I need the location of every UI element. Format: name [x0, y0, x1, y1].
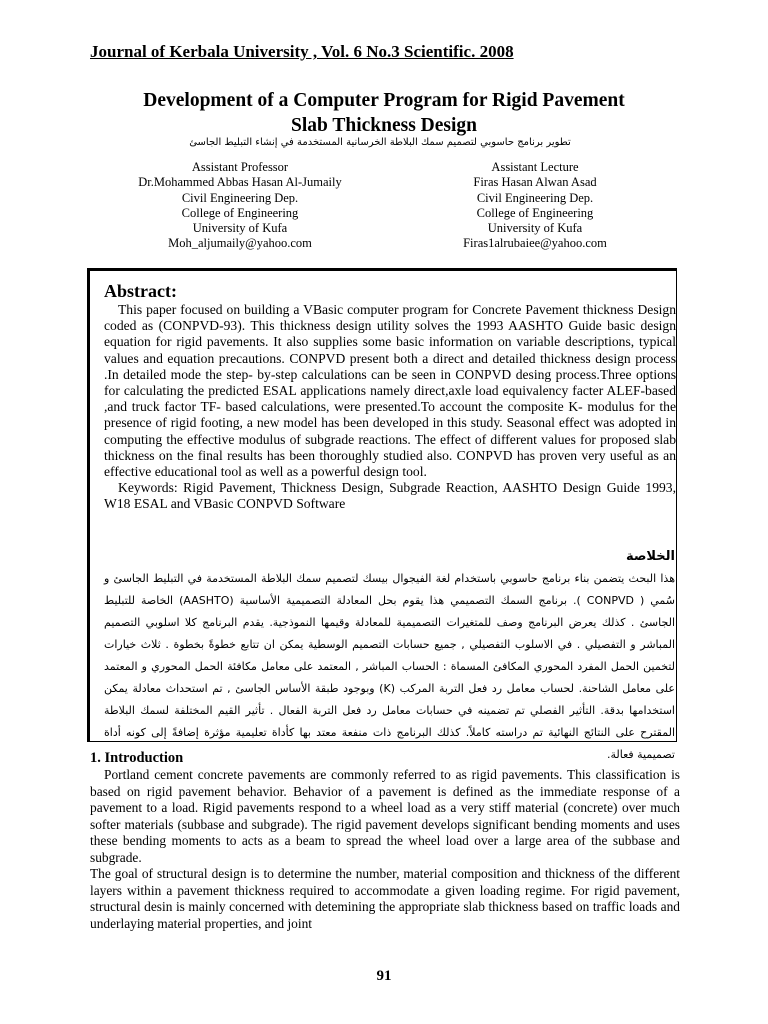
author-department: Civil Engineering Dep.: [476, 190, 594, 205]
page-number: 91: [376, 968, 392, 984]
introduction-paragraph-2: The goal of structural design is to determine the number, material composition and thickness of the different layers within a pavement thickness required to accommodate a given loading regime. For rigid pavement, structural desin is mainly concerned with detemining the appropriate slab thickness based on traffic loads and underlaying material properties, and joint: [90, 866, 680, 931]
author-college: College of Engineering: [476, 205, 594, 220]
author-college: College of Engineering: [181, 205, 299, 220]
introduction-heading: 1. Introduction: [90, 750, 184, 766]
journal-header: Journal of Kerbala University , Vol. 6 No.3 Scientific. 2008: [90, 42, 514, 61]
arabic-abstract-heading: الخلاصة: [625, 549, 675, 564]
author-name: Firas Hasan Alwan Asad: [473, 175, 597, 190]
author-university: University of Kufa: [487, 221, 583, 236]
author-department: Civil Engineering Dep.: [181, 190, 299, 205]
author-block-1: [100, 160, 380, 252]
paper-title: [80, 88, 688, 138]
title-line-1: Development of a Computer Program for Rigid Pavement: [143, 90, 625, 111]
author-name: Dr.Mohammed Abbas Hasan Al-Jumaily: [138, 175, 342, 190]
author-email: Firas1alrubaiee@yahoo.com: [463, 236, 607, 251]
arabic-title: تطوير برنامج حاسوبي لتصميم سمك البلاطة الخرسانية المستخدمة في إنشاء التبليط الجاسئ: [189, 137, 571, 148]
author-email: Moh_aljumaily@yahoo.com: [168, 236, 312, 251]
author-block-2: [410, 160, 660, 252]
abstract-heading: Abstract:: [104, 281, 177, 301]
author-role: Assistant Professor: [191, 160, 289, 174]
author-role: Assistant Lecture: [491, 160, 579, 174]
arabic-abstract-text: هذا البحث يتضمن بناء برنامج حاسوبي باستخدام لغة الفيجوال بيسك لتصميم سمك البلاطة المستخدمة في التبليط الجاسئ و سُمي ( CONPVD ). برنامج السمك التصميمي هذا يقوم بحل المعادلة التصميمية الأساسية (AASHTO) الخاصة للتبليط الجاسئ . كذلك يعرض البرنامج وصف للمتغيرات التصميمية للمعادلة وقيمها النموذجية. يقدم البرنامج كلا اسلوبي التصميم المباشر و التفصيلي . في الاسلوب التفصيلي , جميع حسابات التصميم الوسطية يمكن ان تتابع خطوةً بخطوة . ثلاث خيارات لتخمين الحمل المفرد المحوري المكافئ المسماة : الحساب المباشر , المعتمد على معامل مكافئة الحمل المحوري و المعتمد على معامل الشاحنة. لحساب معامل رد فعل التربة المركب (K) وبوجود طبقة الأساس الجاسئ , تم استحداث معادلة يمكن استخدامها بدقة. التأثير الفصلي تم تضمينه في حسابات معامل رد فعل التربة الفعال . تأثير القيم المختلفة لسمك البلاطة المقترح على النتائج النهائية تم دراسته كاملاً. كذلك البرنامج ذات منفعة معتد بها كأداة تعليمية مؤثرة إضافةً إلى كونه أداة تصميمية فعالة.: [104, 572, 675, 761]
introduction-section: [90, 767, 680, 932]
title-line-2: Slab Thickness Design: [290, 115, 478, 136]
abstract-section: [104, 302, 676, 513]
abstract-text: This paper focused on building a VBasic computer program for Concrete Pavement thickness Design coded as (CONPVD-93). This thickness design utility solves the 1993 AASHTO Guide basic design equation for rigid pavements. It also supplies some basic information on variable descriptions, typical values and equation precautions. CONPVD present both a direct and detailed thickness design process .In detailed mode the step- by-step calculations can be seen in CONPVD desing process.Three options for calculating the predicted ESAL applications namely direct,axle load equivalency facter ALEF-based ,and truck factor TF- based calculations, were presented.To account the composite K- modulus for the presence of rigid footing, a new model has been developed in this study. Seasonal effect was adopted in computing the effective modulus of subgrade reactions. The effect of different values for proposed slab thickness on the final results has been thoroughly studied also. CONPVD has proven very useful as an effective educational tool as well as a powerful design tool.: [104, 302, 676, 480]
keywords: Keywords: Rigid Pavement, Thickness Design, Subgrade Reaction, AASHTO Design Guide 1993, W18 ESAL and VBasic CONPVD Software: [104, 480, 676, 512]
introduction-paragraph-1: Portland cement concrete pavements are commonly referred to as rigid pavements. This classification is based on rigid pavement behavior. Behavior of a pavement is defined as the immediate response of a pavement to a load. Rigid pavements respond to a wheel load as a very stiff material (concrete) over much softer materials (subbase and subgrade). The rigid pavement develops significant bending moments and uses these bending moments to acts as a beam to spread the wheel load over a large area of the subbase and subgrade.: [90, 767, 680, 865]
author-university: University of Kufa: [192, 221, 288, 236]
